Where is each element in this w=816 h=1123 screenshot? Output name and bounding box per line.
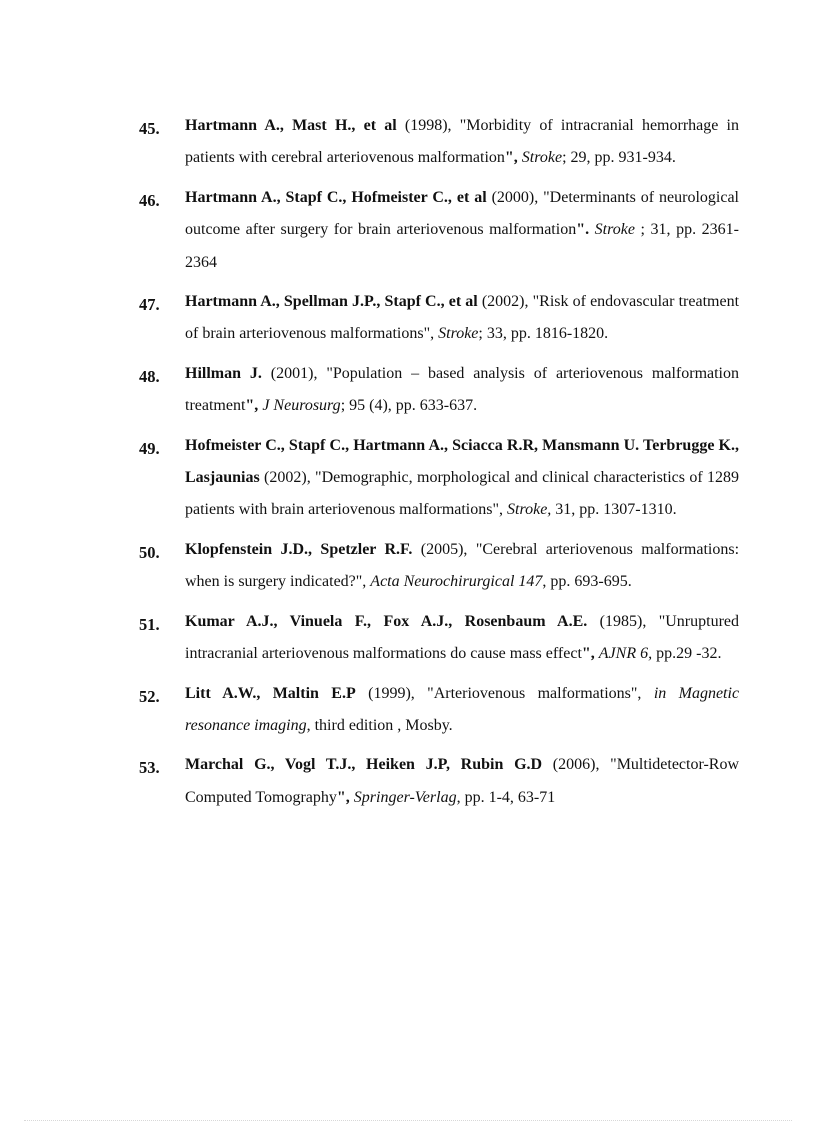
reference-details: , third edition , Mosby. [306,716,453,734]
reference-details: ; 33, pp. 1816-1820. [478,325,609,343]
reference-item [139,110,739,175]
reference-year: (1985), [599,612,647,630]
reference-journal: Stroke [521,149,563,167]
reference-details: pp.29 -32. [652,645,722,663]
reference-text [185,749,739,814]
reference-details: , pp. 693-695. [542,573,632,591]
reference-number: 52. [139,686,160,706]
reference-list [139,110,739,821]
reference-year: (2006), [552,756,600,774]
reference-number: 48. [139,366,160,386]
reference-item [139,430,739,527]
reference-year: (2005), [420,540,468,558]
page-bottom-divider [24,1120,792,1121]
reference-journal: Stroke [594,221,635,239]
reference-title: "Determinants of neurological outcome after surgery for brain arteriovenous malformation [185,188,739,239]
reference-item [139,182,739,279]
reference-number: 45. [139,119,160,138]
reference-journal: Springer-Verlag [353,788,457,806]
reference-number: 47. [139,295,160,315]
reference-quote-close: ", [336,788,350,806]
reference-journal: Acta Neurochirurgical 147 [370,573,543,591]
reference-item [139,606,739,671]
reference-journal: in Magnetic resonance imaging [185,684,740,734]
reference-title: "Unruptured intracranial arteriovenous malformations do cause mass effect [185,612,740,663]
reference-text [185,182,739,279]
reference-year: (1998), [404,117,452,134]
reference-item [139,749,739,814]
reference-item [139,678,739,743]
reference-details: 31, pp. 1307-1310. [551,501,677,519]
reference-authors: Hartmann A., Spellman J.P., Stapf C., et al [185,293,478,311]
reference-title: "Multidetector-Row Computed Tomography [185,756,740,806]
reference-title: "Demographic, morphological and clinical characteristics of 1289 patients with brain arteriovenous malformations", [185,469,740,519]
reference-quote-close: ". [576,221,590,239]
reference-number: 53. [139,758,160,778]
reference-year: (1999), [368,684,415,702]
reference-quote-close: ", [581,645,595,663]
reference-number: 51. [139,614,160,634]
reference-details: , pp. 1-4, 63-71 [456,788,556,806]
reference-authors: Hartmann A., Mast H., et al [185,117,397,134]
reference-title: "Risk of endovascular treatment of brain arteriovenous malformations", [185,293,740,343]
reference-text [185,110,739,175]
reference-number: 46. [139,190,160,210]
reference-journal: AJNR 6, [598,645,653,663]
reference-text [185,286,739,351]
reference-year: (2002), [481,293,529,311]
reference-quote-close: ", [504,149,518,167]
reference-title: "Morbidity of intracranial hemorrhage in patients with cerebral arteriovenous malformation [185,117,739,167]
reference-journal: J Neurosurg [262,397,341,415]
reference-title: "Arteriovenous malformations", [427,684,642,702]
reference-quote-close: ", [245,397,259,415]
reference-authors: Hartmann A., Stapf C., Hofmeister C., et al [185,188,487,206]
reference-item [139,534,739,599]
reference-text [185,430,739,527]
reference-text [185,358,739,423]
reference-year: (2002), [264,469,311,487]
reference-authors: Kumar A.J., Vinuela F., Fox A.J., Rosenbaum A.E. [185,612,588,630]
reference-title: "Cerebral arteriovenous malformations: when is surgery indicated?", [185,540,740,591]
reference-number: 49. [139,438,160,458]
reference-authors: Litt A.W., Maltin E.P [185,684,356,702]
reference-item [139,358,739,423]
reference-item [139,286,739,351]
reference-text [185,534,739,599]
reference-authors: Klopfenstein J.D., Spetzler R.F. [185,540,413,558]
reference-details: ; 95 (4), pp. 633-637. [340,397,478,415]
reference-year: (2000), [491,188,539,206]
reference-text [185,678,739,743]
reference-text [185,606,739,671]
reference-year: (2001), [270,364,318,382]
reference-number: 50. [139,542,160,562]
reference-journal: Stroke [438,325,479,343]
reference-authors: Hillman J. [185,364,262,382]
reference-details: ; 29, pp. 931-934. [562,149,676,167]
reference-title: "Population – based analysis of arteriovenous malformation treatment [185,364,740,415]
reference-authors: Hofmeister C., Stapf C., Hartmann A., Sciacca R.R, Mansmann U. Terbrugge K., Lasjaunias [185,436,739,487]
reference-authors: Marchal G., Vogl T.J., Heiken J.P, Rubin G.D [185,756,543,774]
reference-details: ; 31, pp. 2361-2364 [185,221,740,271]
reference-journal: Stroke, [507,501,552,519]
